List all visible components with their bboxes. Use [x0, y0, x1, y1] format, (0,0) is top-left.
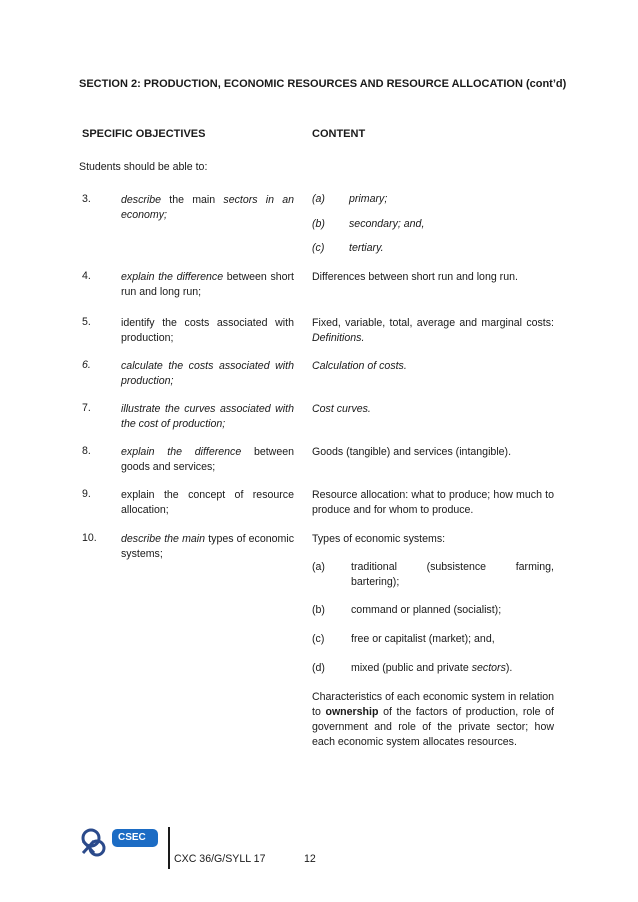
footer-divider: [168, 827, 170, 869]
intro-text: Students should be able to:: [79, 161, 208, 173]
item-number: 10.: [82, 532, 97, 544]
content-text: Goods (tangible) and services (intangible).: [312, 446, 512, 458]
content-label: (c): [312, 633, 325, 645]
content-text: Fixed, variable, total, average and marginal costs: Definitions.: [312, 317, 554, 344]
content-text: Calculation of costs.: [312, 360, 407, 372]
content-text: traditional (subsistence farming,: [351, 561, 554, 573]
content-text: tertiary.: [349, 242, 384, 254]
cxc-logo: [80, 823, 164, 863]
characteristics-text: Characteristics of each economic system in relation to ownership of the factors of production, role of government and role of the private sector; how each economic system allocates resources.: [312, 691, 554, 748]
objective-text: calculate the costs associated with production;: [121, 360, 294, 387]
content-label: (c): [312, 242, 325, 254]
content-label: (b): [312, 218, 325, 230]
content-text: mixed (public and private sectors).: [351, 662, 513, 674]
page-number: 12: [304, 853, 316, 865]
item-number: 3.: [82, 193, 91, 205]
objective-text: explain the difference between short run and long run;: [121, 271, 294, 298]
content-text: Resource allocation: what to produce; how much to produce and for whom to produce.: [312, 489, 554, 516]
section-title: SECTION 2: PRODUCTION, ECONOMIC RESOURCES AND RESOURCE ALLOCATION (cont’d): [79, 78, 567, 90]
content-text: Cost curves.: [312, 403, 371, 415]
content-text: Types of economic systems:: [312, 533, 446, 545]
objective-text: describe the main sectors in an economy;: [121, 194, 294, 221]
objective-text: identify the costs associated with production;: [121, 317, 294, 344]
objective-text: explain the difference between goods and services;: [121, 446, 294, 473]
objectives-header: SPECIFIC OBJECTIVES: [82, 128, 206, 140]
content-label: (a): [312, 561, 325, 573]
objective-text: explain the concept of resource allocation;: [121, 489, 294, 516]
cxc-logo-icon: [80, 823, 164, 863]
content-label: (a): [312, 193, 325, 205]
content-text: Differences between short run and long run.: [312, 271, 518, 283]
item-number: 9.: [82, 488, 91, 500]
content-text: command or planned (socialist);: [351, 604, 502, 616]
item-number: 8.: [82, 445, 91, 457]
objective-text: describe the main types of economic systems;: [121, 533, 294, 560]
content-header: CONTENT: [312, 128, 366, 140]
item-number: 7.: [82, 402, 91, 414]
item-number: 6.: [82, 359, 91, 371]
syllabus-code: CXC 36/G/SYLL 17: [174, 853, 266, 865]
content-label: (d): [312, 662, 325, 674]
content-text: secondary; and,: [349, 218, 425, 230]
item-number: 5.: [82, 316, 91, 328]
objective-text: illustrate the curves associated with the cost of production;: [121, 403, 294, 430]
item-number: 4.: [82, 270, 91, 282]
content-text: primary;: [349, 193, 388, 205]
content-text: bartering);: [351, 576, 400, 588]
csec-label: CSEC: [118, 832, 146, 843]
content-text: free or capitalist (market); and,: [351, 633, 495, 645]
content-label: (b): [312, 604, 325, 616]
